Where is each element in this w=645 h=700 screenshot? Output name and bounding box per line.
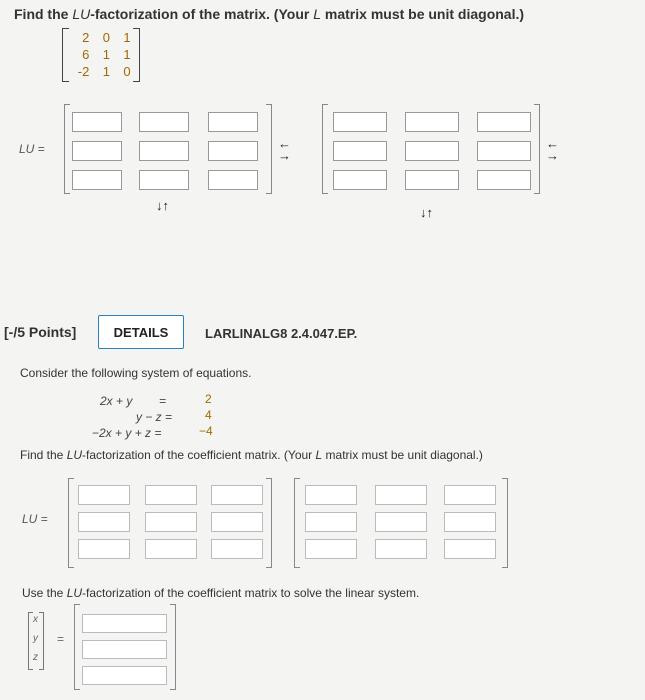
title-text-post: matrix must be unit diagonal.) [321, 6, 525, 22]
solution-input-y[interactable] [82, 640, 167, 659]
l-matrix-bracket-right [266, 104, 272, 194]
details-button[interactable]: DETAILS [98, 315, 184, 349]
u-matrix-input-2-1[interactable] [333, 141, 387, 161]
u-matrix-bracket-left [294, 478, 300, 568]
var-x: x [33, 614, 38, 625]
solve-prompt [22, 586, 419, 600]
vector-bracket-right [39, 612, 44, 670]
title-lu: LU [72, 6, 91, 22]
title-text: Find the [14, 6, 73, 22]
matrix-cell: 2 [82, 30, 90, 45]
equation-row [92, 424, 161, 442]
matrix-cell: 1 [102, 64, 110, 79]
title-l: L [313, 6, 322, 22]
solution-input-x[interactable] [82, 614, 167, 633]
matrix-cell: -2 [77, 64, 90, 79]
l-matrix-input-3-1[interactable] [78, 539, 130, 559]
l-matrix-input-1-1[interactable] [78, 485, 130, 505]
solution-bracket-left [74, 604, 80, 690]
l-matrix-input-1-2[interactable] [145, 485, 197, 505]
matrix-cell: 0 [123, 64, 131, 79]
u-matrix-bracket-left [322, 104, 328, 194]
matrix-cell: 1 [123, 30, 131, 45]
l-matrix-input-1-2[interactable] [139, 112, 189, 132]
factorization-prompt [20, 448, 483, 462]
u-matrix-input-3-1[interactable] [333, 170, 387, 190]
prompt-l: L [315, 448, 323, 462]
var-z: z [33, 652, 38, 663]
resize-rows-icon[interactable]: ↓↑ [156, 198, 169, 213]
system-prompt: Consider the following system of equations. [20, 366, 252, 380]
matrix-cell: 1 [102, 47, 110, 62]
equation-lhs: 2x + y = [100, 394, 167, 408]
solution-bracket-right [170, 604, 176, 690]
equation-rhs: −4 [199, 424, 213, 438]
u-matrix-input-1-2[interactable] [405, 112, 459, 132]
l-matrix-input-3-3[interactable] [208, 170, 258, 190]
equation-lhs: y − z = [136, 410, 173, 424]
prompt-text-post: matrix must be unit diagonal.) [322, 448, 483, 462]
title-text-mid: -factorization of the matrix. (Your [90, 6, 314, 22]
u-matrix-input-3-3[interactable] [444, 539, 496, 559]
l-matrix-input-3-2[interactable] [139, 170, 189, 190]
equation-rhs: 4 [205, 408, 212, 422]
solution-input-z[interactable] [82, 666, 167, 685]
equation-lhs: −2x + y + z = [92, 426, 162, 440]
u-matrix-input-3-3[interactable] [477, 170, 531, 190]
l-matrix-input-2-3[interactable] [211, 512, 263, 532]
l-matrix-input-3-3[interactable] [211, 539, 263, 559]
u-matrix-input-2-2[interactable] [375, 512, 427, 532]
l-matrix-bracket-left [68, 478, 74, 568]
l-matrix-bracket-left [64, 104, 70, 194]
arrow-right-icon: → [278, 148, 291, 163]
equals-sign: = [57, 632, 65, 646]
arrow-right-icon: → [546, 148, 559, 163]
l-matrix-input-1-3[interactable] [208, 112, 258, 132]
prompt-lu: LU [66, 586, 83, 600]
u-matrix-input-1-3[interactable] [477, 112, 531, 132]
matrix-cell: 0 [102, 30, 110, 45]
l-matrix-input-2-2[interactable] [139, 141, 189, 161]
u-matrix-input-1-1[interactable] [333, 112, 387, 132]
matrix-row [62, 30, 140, 45]
prompt-text: Use the [22, 586, 67, 600]
problem-code: LARLINALG8 2.4.047.EP. [205, 326, 358, 341]
u-matrix-input-2-2[interactable] [405, 141, 459, 161]
u-matrix-input-2-1[interactable] [305, 512, 357, 532]
resize-cols-icon[interactable] [546, 138, 559, 162]
l-matrix-bracket-right [266, 478, 272, 568]
l-matrix-input-2-1[interactable] [72, 141, 122, 161]
prompt-lu: LU [66, 448, 83, 462]
u-matrix-bracket-right [534, 104, 540, 194]
arrow-left-icon: ← [546, 136, 559, 151]
prompt-text-mid: -factorization of the coefficient matrix. (Your [82, 448, 316, 462]
l-matrix-input-2-3[interactable] [208, 141, 258, 161]
u-matrix-input-3-2[interactable] [405, 170, 459, 190]
l-matrix-input-3-2[interactable] [145, 539, 197, 559]
var-y: y [33, 633, 38, 644]
lu-label: LU = [22, 512, 48, 526]
l-matrix-input-2-1[interactable] [78, 512, 130, 532]
resize-cols-icon[interactable] [278, 138, 291, 162]
matrix-row [62, 64, 140, 79]
resize-rows-icon[interactable]: ↓↑ [420, 205, 433, 220]
given-matrix [62, 28, 140, 82]
u-matrix-input-1-3[interactable] [444, 485, 496, 505]
points-label: [-/5 Points] [4, 324, 77, 340]
prompt-text-post: -factorization of the coefficient matrix to solve the linear system. [82, 586, 420, 600]
question-title [14, 6, 524, 22]
u-matrix-input-3-1[interactable] [305, 539, 357, 559]
lu-label: LU = [19, 142, 45, 156]
u-matrix-input-2-3[interactable] [477, 141, 531, 161]
l-matrix-input-1-3[interactable] [211, 485, 263, 505]
matrix-row [62, 47, 140, 62]
equation-rhs: 2 [205, 392, 212, 406]
l-matrix-input-3-1[interactable] [72, 170, 122, 190]
matrix-cell: 1 [123, 47, 131, 62]
u-matrix-input-1-1[interactable] [305, 485, 357, 505]
prompt-text: Find the [20, 448, 67, 462]
u-matrix-input-1-2[interactable] [375, 485, 427, 505]
u-matrix-input-2-3[interactable] [444, 512, 496, 532]
arrow-left-icon: ← [278, 136, 291, 151]
matrix-cell: 6 [82, 47, 90, 62]
variable-vector [28, 612, 44, 670]
u-matrix-bracket-right [502, 478, 508, 568]
l-matrix-input-1-1[interactable] [72, 112, 122, 132]
l-matrix-input-2-2[interactable] [145, 512, 197, 532]
u-matrix-input-3-2[interactable] [375, 539, 427, 559]
